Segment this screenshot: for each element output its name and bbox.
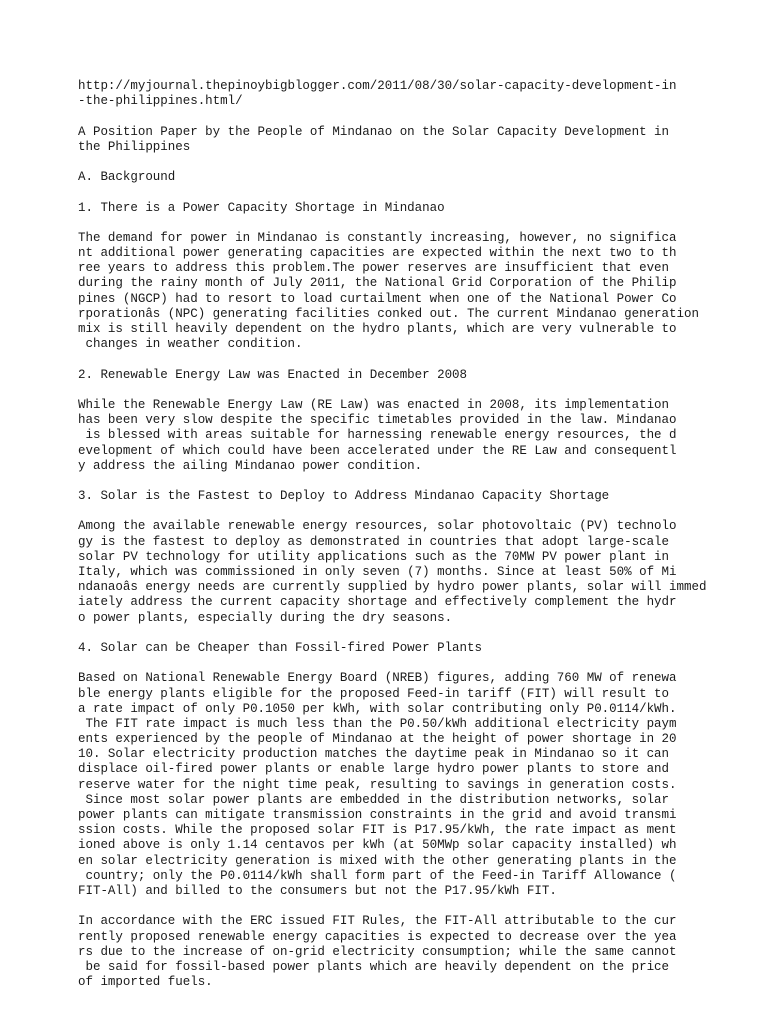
text-line: ndanaoâs energy needs are currently supplied by hydro power plants, solar will immed — [78, 580, 707, 595]
paragraph-solar-cheaper — [78, 671, 758, 899]
text-line: displace oil-fired power plants or enable large hydro power plants to store and — [78, 762, 670, 777]
text-line: changes in weather condition. — [78, 337, 303, 352]
paragraph-solar-fastest — [78, 519, 758, 625]
text-line: be said for fossil-based power plants which are heavily dependent on the price — [78, 959, 670, 974]
text-line: country; only the P0.0114/kWh shall form part of the Feed-in Tariff Allowance ( — [78, 868, 677, 883]
url-line[interactable]: -the-philippines.html/ — [78, 94, 243, 109]
text-line: reserve water for the night time peak, resulting to savings in generation costs. — [78, 777, 677, 792]
text-line: en solar electricity generation is mixed with the other generating plants in the — [78, 853, 677, 868]
text-line: The FIT rate impact is much less than the P0.50/kWh additional electricity paym — [78, 716, 677, 731]
text-line: is blessed with areas suitable for harnessing renewable energy resources, the d — [78, 428, 677, 443]
url-line[interactable]: http://myjournal.thepinoybigblogger.com/2011/08/30/solar-capacity-development-in — [78, 79, 677, 93]
text-line: rently proposed renewable energy capacities is expected to decrease over the yea — [78, 929, 677, 944]
text-line: has been very slow despite the specific timetables provided in the law. Mindanao — [78, 413, 677, 428]
text-line: of imported fuels. — [78, 975, 213, 990]
text-line: o power plants, especially during the dry seasons. — [78, 610, 453, 625]
section-heading-background: A. Background — [78, 170, 176, 185]
text-line: Among the available renewable energy resources, solar photovoltaic (PV) technolo — [78, 519, 677, 534]
heading-power-shortage: 1. There is a Power Capacity Shortage in Mindanao — [78, 200, 445, 215]
text-line: a rate impact of only P0.1050 per kWh, with solar contributing only P0.0114/kWh. — [78, 701, 677, 716]
text-line: y address the ailing Mindanao power condition. — [78, 458, 423, 473]
document-page — [78, 79, 758, 990]
text-line: Italy, which was commissioned in only seven (7) months. Since at least 50% of Mi — [78, 565, 677, 579]
document-title — [78, 125, 758, 155]
text-line: FIT-All) and billed to the consumers but not the P17.95/kWh FIT. — [78, 883, 557, 898]
text-line: The demand for power in Mindanao is constantly increasing, however, no significa — [78, 230, 677, 245]
text-line: ioned above is only 1.14 centavos per kWh (at 50MWp solar capacity installed) wh — [78, 838, 677, 853]
heading-solar-fastest: 3. Solar is the Fastest to Deploy to Address Mindanao Capacity Shortage — [78, 489, 610, 504]
text-line: ents experienced by the people of Mindanao at the height of power shortage in 20 — [78, 732, 677, 747]
heading-re-law: 2. Renewable Energy Law was Enacted in December 2008 — [78, 367, 468, 382]
text-line: While the Renewable Energy Law (RE Law) was enacted in 2008, its implementation — [78, 397, 670, 412]
text-line: gy is the fastest to deploy as demonstrated in countries that adopt large-scale — [78, 534, 670, 549]
text-line: during the rainy month of July 2011, the National Grid Corporation of the Philip — [78, 276, 677, 291]
source-url[interactable] — [78, 79, 758, 109]
text-line: Since most solar power plants are embedded in the distribution networks, solar — [78, 792, 670, 807]
text-line: Based on National Renewable Energy Board (NREB) figures, adding 760 MW of renewa — [78, 671, 677, 686]
text-line: solar PV technology for utility applications such as the 70MW PV power plant in — [78, 549, 670, 564]
text-line: iately address the current capacity shortage and effectively complement the hydr — [78, 595, 677, 610]
paragraph-fit-rules — [78, 914, 758, 990]
text-line: ree years to address this problem.The power reserves are insufficient that even — [78, 261, 670, 276]
text-line: pines (NGCP) had to resort to load curtailment when one of the National Power Co — [78, 291, 677, 306]
text-line: 10. Solar electricity production matches the daytime peak in Mindanao so it can — [78, 747, 670, 762]
heading-solar-cheaper: 4. Solar can be Cheaper than Fossil-fired Power Plants — [78, 640, 482, 655]
text-line: In accordance with the ERC issued FIT Rules, the FIT-All attributable to the cur — [78, 914, 677, 929]
text-line: ble energy plants eligible for the proposed Feed-in tariff (FIT) will result to — [78, 686, 670, 701]
text-line: power plants can mitigate transmission constraints in the grid and avoid transmi — [78, 808, 677, 822]
title-line: A Position Paper by the People of Mindanao on the Solar Capacity Development in — [78, 124, 670, 139]
paragraph-re-law — [78, 398, 758, 474]
text-line: nt additional power generating capacities are expected within the next two to th — [78, 246, 677, 261]
text-line: ssion costs. While the proposed solar FIT is P17.95/kWh, the rate impact as ment — [78, 823, 677, 838]
text-line: rporationâs (NPC) generating facilities conked out. The current Mindanao generation — [78, 306, 699, 321]
paragraph-power-shortage — [78, 231, 758, 353]
text-line: mix is still heavily dependent on the hydro plants, which are very vulnerable to — [78, 322, 677, 336]
text-line: rs due to the increase of on-grid electricity consumption; while the same cannot — [78, 944, 677, 959]
title-line: the Philippines — [78, 139, 191, 154]
text-line: evelopment of which could have been accelerated under the RE Law and consequentl — [78, 443, 677, 458]
